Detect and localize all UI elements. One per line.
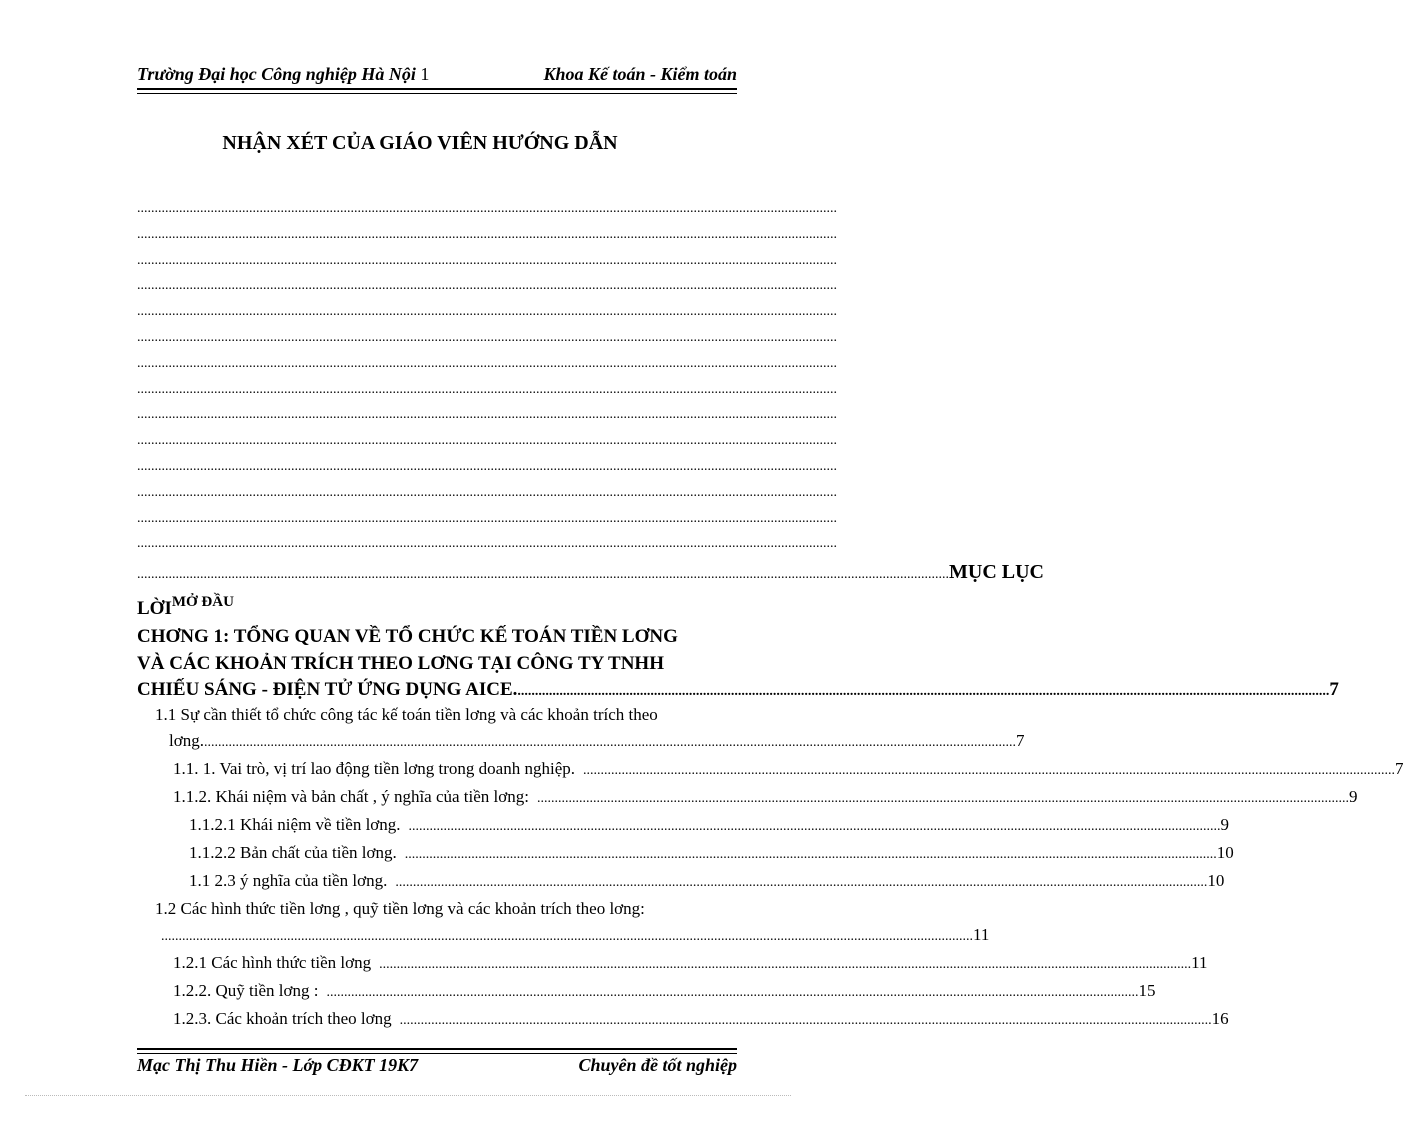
toc-entry-text: 1.1.2.1 Khái niệm về tiền lơng. xyxy=(189,815,401,834)
chapter-line: VÀ CÁC KHOẢN TRÍCH THEO LƠNG TẠI CÔNG TY TNHH xyxy=(137,652,664,674)
toc-entry-text: 1.2.1 Các hình thức tiền lơng xyxy=(173,953,372,972)
comment-dotted-line: ........................................................................................................................................................................................................ xyxy=(137,510,837,526)
comment-dotted-line: ........................................................................................................................................................................................................ xyxy=(137,458,837,474)
toc-entry[interactable] xyxy=(137,1006,1229,1034)
comment-dotted-line: ........................................................................................................................................................................................................ xyxy=(137,484,837,500)
toc-page: 9 xyxy=(1348,787,1358,806)
comment-dotted-line: ........................................................................................................................................................................................................ xyxy=(137,201,837,216)
comment-dotted-line: ........................................................................................................................................................................................................ xyxy=(137,355,837,371)
comment-dotted-line: ........................................................................................................................................................................................................ xyxy=(137,278,837,294)
toc-intro[interactable] xyxy=(137,594,737,620)
toc-page: 9 xyxy=(1220,815,1230,834)
toc-page: 7 xyxy=(1395,759,1404,778)
toc-page: 7 xyxy=(1329,679,1339,700)
page-header xyxy=(137,64,737,85)
toc-entry-text: 1.2 Các hình thức tiền lơng , quỹ tiền lơng và các khoản trích theo lơng: xyxy=(155,899,645,918)
toc-entry[interactable] xyxy=(137,728,1025,756)
toc-entry[interactable] xyxy=(137,756,1404,784)
toc-entry[interactable] xyxy=(137,812,1230,840)
intro-word-2: MỞ ĐẦU xyxy=(171,594,234,610)
comment-lines xyxy=(137,196,837,557)
toc-entry[interactable] xyxy=(137,840,1234,868)
toc-page: 11 xyxy=(1191,953,1208,972)
page-footer xyxy=(137,1055,737,1076)
toc-entry[interactable] xyxy=(137,978,1156,1006)
toc-entry-text: 1.1 Sự cần thiết tổ chức công tác kế toán tiền lơng và các khoản trích theo xyxy=(155,705,658,724)
comment-dotted-line: ........................................................................................................................................................................................................ xyxy=(137,226,837,242)
toc-entry[interactable] xyxy=(137,922,990,950)
toc-entry-text: 1.2.3. Các khoản trích theo lơng xyxy=(173,1009,392,1028)
footer-type: Chuyên đề tốt nghiệp xyxy=(578,1055,737,1075)
toc-page: 10 xyxy=(1207,871,1225,890)
footer-rule xyxy=(137,1048,737,1054)
header-school: Trường Đại học Công nghiệp Hà Nội xyxy=(137,64,416,84)
toc-entry[interactable] xyxy=(137,702,737,728)
toc-entry-text: 1.1 2.3 ý nghĩa của tiền lơng. xyxy=(189,871,388,890)
toc-entry-text: 1.2.2. Quỹ tiền lơng : xyxy=(173,981,319,1000)
toc-chapter-1[interactable] xyxy=(137,624,1339,706)
toc-page: 10 xyxy=(1216,843,1234,862)
toc-heading: MỤC LỤC xyxy=(949,561,1044,583)
chapter-line: CHIẾU SÁNG - ĐIỆN TỬ ỨNG DỤNG AICE. xyxy=(137,679,518,700)
toc-page: 11 xyxy=(973,925,990,944)
toc-entry-text: 1.1. 1. Vai trò, vị trí lao động tiền lơng trong doanh nghiệp. xyxy=(173,759,575,778)
comment-dotted-line: ........................................................................................................................................................................................................ xyxy=(137,329,837,345)
toc-entry[interactable] xyxy=(137,868,1225,896)
toc-page: 16 xyxy=(1211,1009,1229,1028)
comment-dotted-line: ........................................................................................................................................................................................................ xyxy=(137,433,837,449)
comment-dotted-line: ........................................................................................................................................................................................................ xyxy=(137,381,837,397)
toc-entry-text: lơng. xyxy=(169,731,204,750)
toc-entry[interactable] xyxy=(137,896,737,922)
intro-word: LỜI xyxy=(137,598,172,619)
header-faculty: Khoa Kế toán - Kiểm toán xyxy=(543,64,737,84)
chapter-line: CHƠNG 1: TỔNG QUAN VỀ TỔ CHỨC KẾ TOÁN TIỀN LƠNG xyxy=(137,626,678,647)
footer-author: Mạc Thị Thu Hiền - Lớp CĐKT 19K7 xyxy=(137,1055,419,1075)
toc-entries xyxy=(137,702,1404,1034)
toc-page: 15 xyxy=(1138,981,1156,1000)
toc-entry[interactable] xyxy=(137,950,1208,978)
toc-entry-text: 1.1.2.2 Bản chất của tiền lơng. xyxy=(189,843,397,862)
comment-dotted-line: ........................................................................................................................................................................................................ xyxy=(137,536,837,552)
comment-dotted-line: ........................................................................................................................................................................................................ xyxy=(137,407,837,423)
toc-heading-line xyxy=(137,561,1044,584)
comment-dotted-line: ........................................................................................................................................................................................................ xyxy=(137,304,837,320)
toc-page: 7 xyxy=(1015,731,1025,750)
toc-entry-text: 1.1.2. Khái niệm và bản chất , ý nghĩa của tiền lơng: xyxy=(173,787,529,806)
page-title: NHẬN XÉT CỦA GIÁO VIÊN HƯỚNG DẪN xyxy=(222,132,618,154)
toc-entry[interactable] xyxy=(137,784,1358,812)
comment-dotted-line: ........................................................................................................................................................................................................ xyxy=(137,252,837,268)
page-border xyxy=(25,1095,791,1096)
page-number: 1 xyxy=(420,64,430,84)
header-rule xyxy=(137,88,737,94)
